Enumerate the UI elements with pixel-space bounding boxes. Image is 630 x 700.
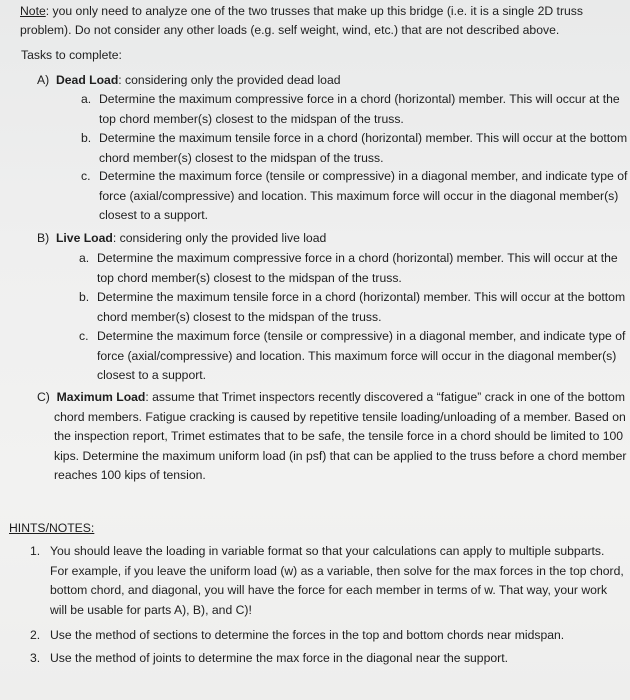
item-text: Determine the maximum compressive force in a chord (horizontal) member. This will occur at the top chord member(s) closest to the midspan of the truss. (97, 251, 618, 285)
section-b-item-b (79, 288, 630, 327)
section-c-rest: : assume that Trimet inspectors recently discovered a “fatigue” crack in one of the bottom chord members. Fatigue cracking is caused by repetitive tensile loading/unloading of a member. Based on the inspection report, Trimet estimates that to be safe, the tensile force in a chord should be limited to 100 kips. Determine the maximum uniform load (in psf) that can be applied to the truss before a chord member reaches 100 kips of tension. (54, 390, 627, 482)
section-a-item-c (81, 167, 630, 226)
item-text: Determine the maximum tensile force in a chord (horizontal) member. This will occur at the bottom chord member(s) closest to the midspan of the truss. (99, 131, 628, 165)
section-c-paragraph (37, 388, 630, 486)
section-a-item-a (81, 90, 630, 129)
hint-label: 2. (30, 628, 41, 642)
section-b-heading (37, 229, 326, 249)
item-text: Determine the maximum force (tensile or compressive) in a diagonal member, and indicate type of force (axial/compressive) and location. This maximum force will occur in the diagonal member(s) closest to a support. (99, 169, 628, 222)
item-label: a. (79, 251, 90, 265)
note-line-1 (20, 2, 583, 22)
hint-text: Use the method of sections to determine the forces in the top and bottom chords near midspan. (50, 628, 565, 642)
note-text-1: : you only need to analyze one of the two trusses that make up this bridge (i.e. it is a single 2D truss (45, 4, 583, 18)
hint-item-3 (30, 649, 625, 669)
section-b-rest: : considering only the provided live load (112, 231, 327, 245)
hints-heading: HINTS/NOTES: (9, 521, 95, 535)
note-line-2: problem). Do not consider any other loads (e.g. self weight, wind, etc.) that are not described above. (20, 23, 560, 37)
item-label: b. (79, 290, 90, 304)
section-a-prefix: A) (37, 73, 50, 87)
hint-text: You should leave the loading in variable format so that your calculations can apply to multiple subparts. For example, if you leave the uniform load (w) as a variable, then solve for the max forces in the top chord, bottom chord, and diagonal, you will have the force for each member in terms of w. That way, your work will be usable for parts A), B), and C)! (50, 544, 624, 617)
item-label: a. (81, 92, 92, 106)
hint-item-1 (30, 542, 625, 620)
section-c-prefix: C) (37, 390, 50, 404)
section-a-item-b (81, 129, 630, 168)
section-b-item-a (79, 249, 630, 288)
item-label: b. (81, 131, 92, 145)
section-c-title: Maximum Load (56, 390, 146, 404)
section-b-prefix: B) (37, 231, 50, 245)
item-text: Determine the maximum tensile force in a chord (horizontal) member. This will occur at the bottom chord member(s) closest to the midspan of the truss. (97, 290, 626, 324)
section-a-rest: : considering only the provided dead load (118, 73, 341, 87)
hint-item-2 (30, 626, 625, 646)
item-label: c. (81, 169, 91, 183)
hint-text: Use the method of joints to determine the max force in the diagonal near the support. (50, 651, 508, 665)
section-b-item-c (79, 327, 630, 386)
note-label: Note (20, 4, 46, 18)
hint-label: 1. (30, 544, 41, 558)
item-text: Determine the maximum force (tensile or compressive) in a diagonal member, and indicate type of force (axial/compressive) and location. This maximum force will occur in the diagonal member(s) closest to a support. (97, 329, 626, 382)
tasks-heading: Tasks to complete: (21, 48, 122, 62)
hint-label: 3. (30, 651, 41, 665)
item-text: Determine the maximum compressive force in a chord (horizontal) member. This will occur at the top chord member(s) closest to the midspan of the truss. (99, 92, 620, 126)
section-b-title: Live Load (55, 231, 113, 245)
section-a-title: Dead Load (55, 73, 119, 87)
section-a-heading (37, 71, 341, 91)
item-label: c. (79, 329, 89, 343)
